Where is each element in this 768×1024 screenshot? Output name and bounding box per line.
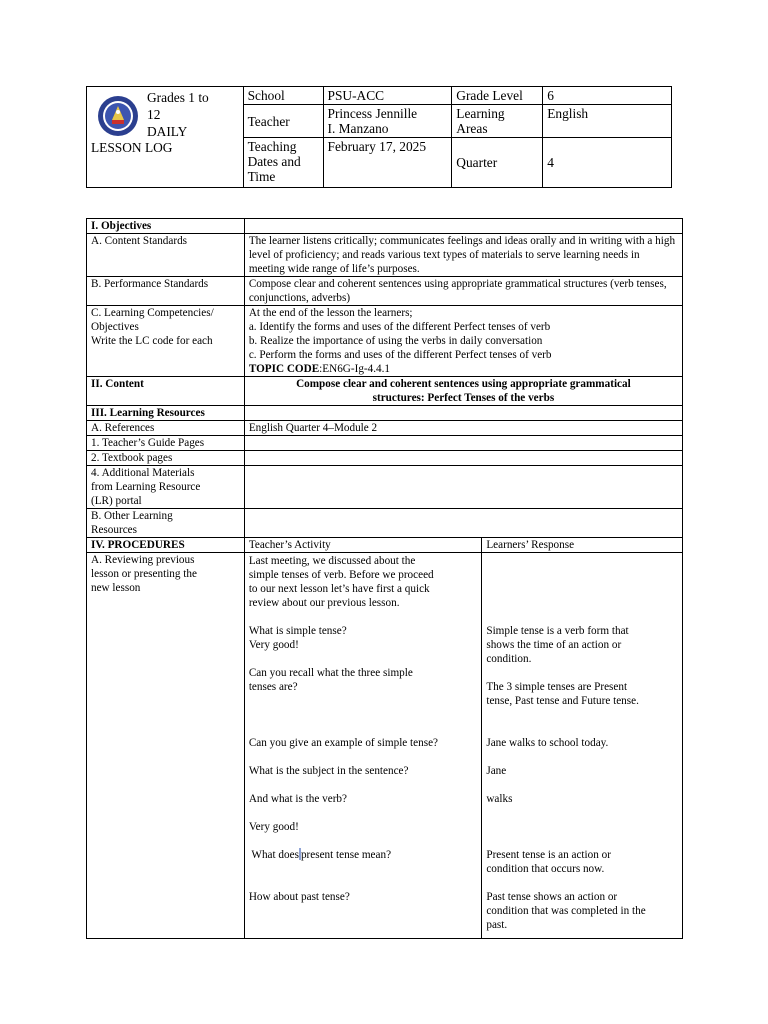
content-standards-label: A. Content Standards: [87, 234, 245, 277]
header-title-top: Grades 1 to 12 DAILY: [147, 90, 209, 139]
learner-answer-5: walks: [486, 793, 513, 805]
learning-resources-heading: III. Learning Resources: [87, 406, 245, 421]
learner-answer-2: The 3 simple tenses are Present tense, Past tense and Future tense.: [486, 681, 639, 707]
learner-answer-1: Simple tense is a verb form that shows the time of an action or condition.: [486, 625, 629, 665]
content-heading: II. Content: [87, 377, 245, 406]
learning-competencies-value: At the end of the lesson the learners; a. Identify the forms and uses of the different Perfect tenses of verb b. Realize the importance of using the verbs in daily conversation c. Perform the forms and uses of the different Perfect tenses of verb: [248, 307, 552, 361]
teacher-activity-header: Teacher’s Activity: [244, 538, 482, 553]
grade-level-value: 6: [543, 87, 672, 105]
quarter-value: 4: [543, 138, 672, 188]
other-resources-value: [244, 509, 682, 538]
teacher-question-6b: present tense mean?: [300, 849, 392, 861]
objectives-empty-cell: [244, 219, 682, 234]
objectives-heading: I. Objectives: [87, 219, 245, 234]
learner-answer-3: Jane walks to school today.: [486, 737, 609, 749]
teacher-question-2: Can you recall what the three simple tenses are?: [248, 667, 413, 693]
additional-materials-label: 4. Additional Materials from Learning Resource (LR) portal: [87, 466, 245, 509]
procedures-heading: IV. PROCEDURES: [87, 538, 245, 553]
grade-level-label: Grade Level: [452, 87, 543, 105]
teacher-praise: Very good!: [248, 821, 299, 833]
teacher-question-6: [249, 848, 391, 862]
other-resources-label: B. Other Learning Resources: [87, 509, 245, 538]
topic-code-value: :EN6G-Ig-4.4.1: [319, 363, 391, 375]
learning-areas-value: English: [543, 105, 672, 138]
teachers-guide-value: [244, 436, 682, 451]
lesson-plan-table: [86, 218, 683, 939]
references-value: English Quarter 4–Module 2: [244, 421, 682, 436]
teachers-guide-label: 1. Teacher’s Guide Pages: [87, 436, 245, 451]
learner-answer-7: Past tense shows an action or condition that was completed in the past.: [486, 891, 646, 931]
teacher-question-4: What is the subject in the sentence?: [248, 765, 409, 777]
teacher-label: Teacher: [243, 105, 323, 138]
topic-code: [249, 362, 678, 376]
teacher-question-3: Can you give an example of simple tense?: [248, 737, 439, 749]
performance-standards-label: B. Performance Standards: [87, 277, 245, 306]
topic-code-label: TOPIC CODE: [248, 363, 320, 375]
header-title-bottom: LESSON LOG: [91, 140, 173, 155]
learning-competencies-label: C. Learning Competencies/ Objectives Write the LC code for each: [87, 306, 245, 377]
additional-materials-value: [244, 466, 682, 509]
teacher-intro: Last meeting, we discussed about the simple tenses of verb. Before we proceed to our next lesson let’s have first a quick review about our previous lesson.: [248, 555, 434, 609]
references-label: A. References: [87, 421, 245, 436]
textbook-pages-label: 2. Textbook pages: [87, 451, 245, 466]
school-value: PSU-ACC: [323, 87, 452, 105]
learner-answer-4: Jane: [486, 765, 507, 777]
content-standards-value: The learner listens critically; communicates feelings and ideas orally and in writing with a high level of proficiency; and reads various text types of materials to serve learning needs in meeting wide range of life’s purposes.: [244, 234, 682, 277]
deped-seal-icon: [97, 95, 139, 137]
teacher-activity-cell: [244, 553, 482, 939]
teacher-value: Princess Jennille I. Manzano: [323, 105, 452, 138]
performance-standards-value: Compose clear and coherent sentences using appropriate grammatical structures (verb tenses, conjunctions, adverbs): [244, 277, 682, 306]
teacher-question-5: And what is the verb?: [248, 793, 347, 805]
learner-response-header: Learners’ Response: [482, 538, 683, 553]
learning-areas-label: Learning Areas: [452, 105, 543, 138]
reviewing-lesson-label: A. Reviewing previous lesson or presenting the new lesson: [87, 553, 245, 939]
learner-answer-6: Present tense is an action or condition that occurs now.: [486, 849, 611, 875]
textbook-pages-value: [244, 451, 682, 466]
content-value: Compose clear and coherent sentences using appropriate grammatical structures: Perfect Tenses of the verbs: [244, 377, 682, 406]
logo-title-cell: [87, 87, 244, 188]
teacher-question-6a: What does: [248, 849, 299, 861]
school-label: School: [243, 87, 323, 105]
teacher-question-7: How about past tense?: [248, 891, 350, 903]
quarter-label: Quarter: [452, 138, 543, 188]
learning-resources-empty: [244, 406, 682, 421]
learner-response-cell: [482, 553, 683, 939]
header-table: [86, 86, 672, 188]
teaching-dates-value: February 17, 2025: [323, 138, 452, 188]
teaching-dates-label: Teaching Dates and Time: [243, 138, 323, 188]
learning-competencies-cell: [244, 306, 682, 377]
teacher-question-1: What is simple tense? Very good!: [248, 625, 347, 651]
